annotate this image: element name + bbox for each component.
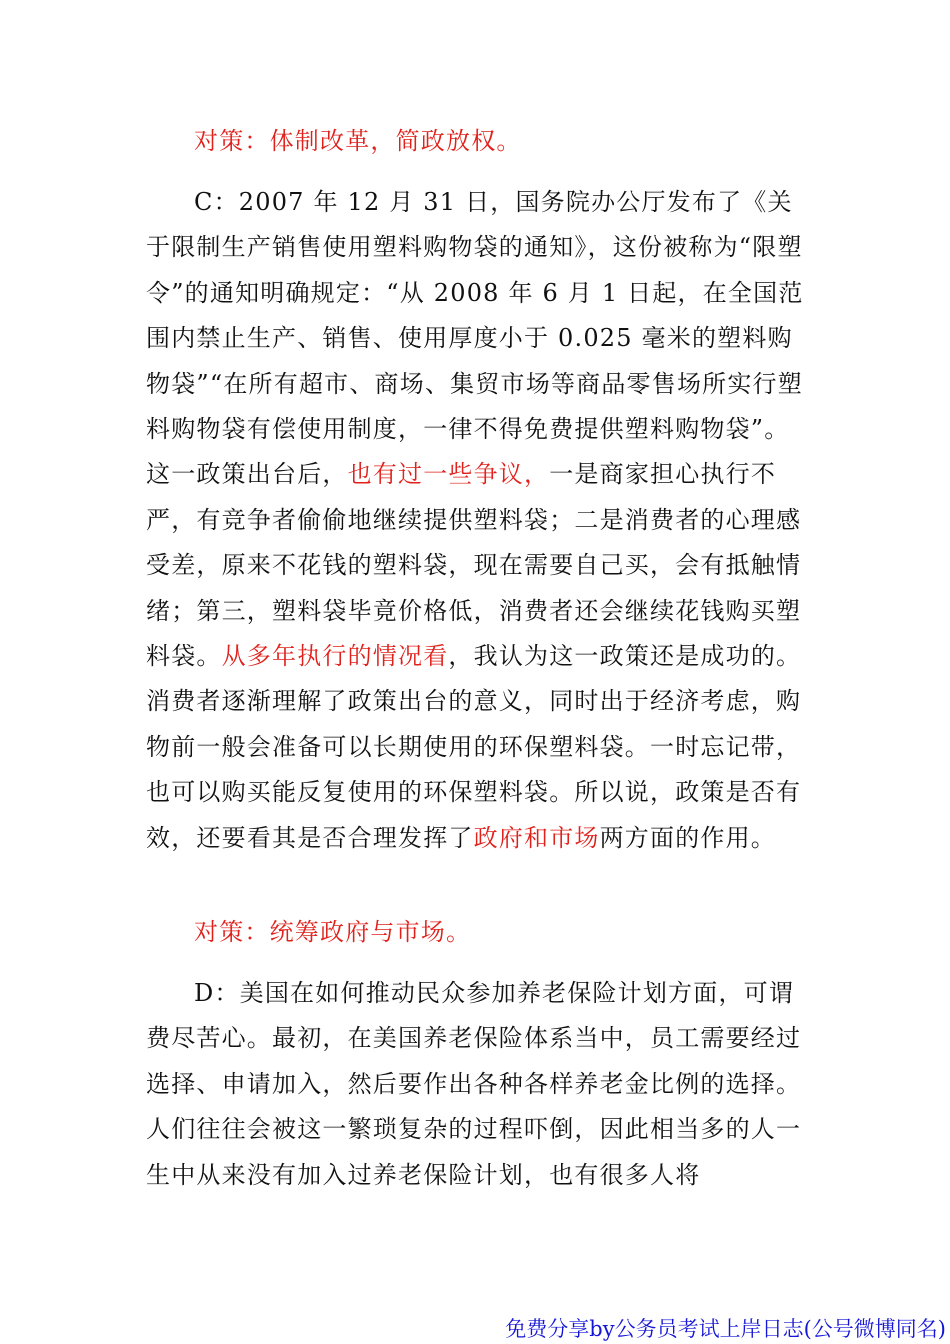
footer-watermark: 免费分享by公务员考试上岸日志(公号微博同名): [505, 1317, 946, 1341]
paragraph-c-text-3: ，我认为这一政策还是成功的。消费者逐渐理解了政策出台的意义，同时出于经济考虑，购物前一般会准备可以长期使用的环保塑料袋。一时忘记带，也可以购买能反复使用的环保塑料袋。所以说，政策是否有效，还要看其是否合理发挥了: [146, 642, 802, 852]
paragraph-c-text-4: 两方面的作用。: [599, 823, 777, 852]
strategy-b-heading: 对策：体制改革，简政放权。: [194, 127, 522, 155]
highlight-government-market: 政府和市场: [473, 823, 600, 852]
highlight-years-experience: 从多年执行的情况看: [221, 642, 449, 671]
strategy-c-heading: 对策：统筹政府与市场。: [194, 918, 472, 946]
paragraph-c-text-2: 一是商家担心执行不严，有竞争者偷偷地继续提供塑料袋；二是消费者的心理感受差，原来不花钱的塑料袋，现在需要自己买，会有抵触情绪；第三，塑料袋毕竟价格低，消费者还会继续花钱购买塑料袋。: [146, 460, 802, 671]
highlight-controversy: 也有过一些争议，: [347, 460, 550, 489]
paragraph-c: [146, 180, 814, 861]
paragraph-c-text-1: C：2007 年 12 月 31 日，国务院办公厅发布了《关于限制生产销售使用塑料购物袋的通知》，这份被称为“限塑令”的通知明确规定：“从 2008 年 6 月 1 日起，在全国范围内禁止生产、销售、使用厚度小于 0.025 毫米的塑料购物袋”“在所有超市、商场、集贸市场等商品零售场所实行塑料购物袋有偿使用制度，一律不得免费提供塑料购物袋”。这一政策出台后，: [146, 188, 804, 489]
paragraph-d: D：美国在如何推动民众参加养老保险计划方面，可谓费尽苦心。最初，在美国养老保险体系当中，员工需要经过选择、申请加入，然后要作出各种各样养老金比例的选择。人们往往会被这一繁琐复杂的过程吓倒，因此相当多的人一生中从来没有加入过养老保险计划，也有很多人将: [146, 979, 802, 1189]
